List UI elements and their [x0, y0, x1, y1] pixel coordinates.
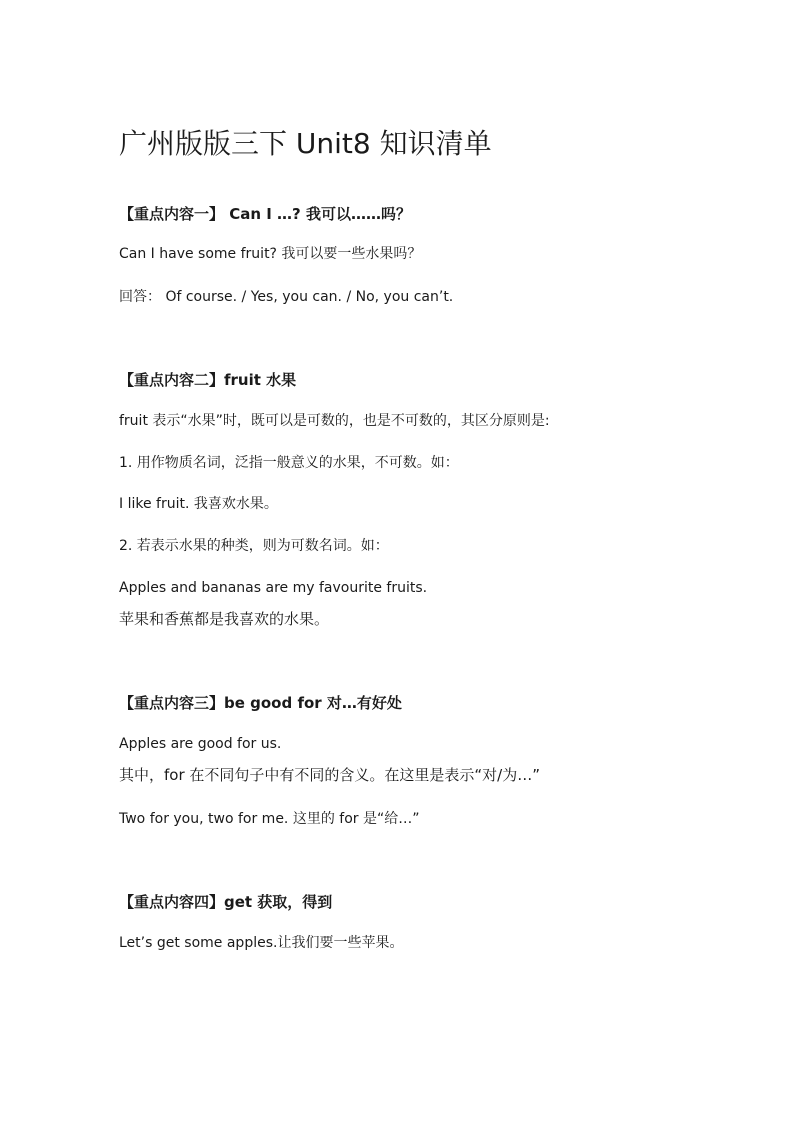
page-title: 广州版版三下 Unit8 知识清单	[119, 127, 492, 160]
section-2-line-2: 1. 用作物质名词，泛指一般意义的水果，不可数。如：	[119, 455, 459, 471]
section-1-line-1: Can I have some fruit? 我可以要一些水果吗？	[119, 246, 422, 262]
section-2-line-1: fruit 表示“水果”时，既可以是可数的，也是不可数的，其区分原则是:	[119, 413, 550, 429]
section-3-line-1: Apples are good for us.	[119, 736, 282, 752]
section-3-line-2: 其中，for 在不同句子中有不同的含义。在这里是表示“对/为…”	[119, 766, 540, 784]
section-4-line-1: Let’s get some apples.让我们要一些苹果。	[119, 935, 404, 951]
section-1-line-2: 回答： Of course. / Yes, you can. / No, you can’t.	[119, 289, 454, 305]
section-4-heading: 【重点内容四】get 获取，得到	[119, 893, 333, 911]
section-2-line-4: 2. 若表示水果的种类，则为可数名词。如：	[119, 538, 389, 554]
section-3-line-3: Two for you, two for me. 这里的 for 是“给…”	[119, 811, 420, 827]
section-2-heading: 【重点内容二】fruit 水果	[119, 371, 297, 389]
section-3-heading: 【重点内容三】be good for 对…有好处	[119, 694, 402, 712]
section-2-line-6: 苹果和香蕉都是我喜欢的水果。	[119, 610, 330, 628]
section-1-heading: 【重点内容一】 Can I …? 我可以……吗？	[119, 205, 411, 223]
section-2-line-5: Apples and bananas are my favourite fruits.	[119, 580, 428, 596]
section-2-line-3: I like fruit. 我喜欢水果。	[119, 496, 278, 512]
